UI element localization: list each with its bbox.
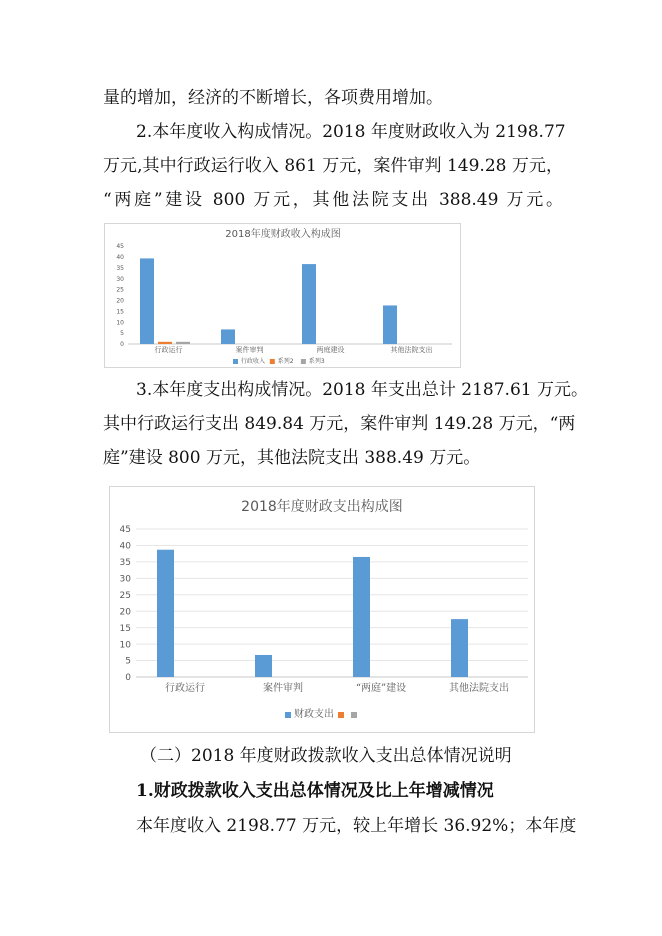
paragraph-line: 庭”建设 800 万元，其他法院支出 388.49 万元。	[103, 448, 481, 468]
x-tick-label: 案件审判	[235, 346, 264, 354]
y-tick-label: 25	[119, 590, 131, 601]
bar-财政支出	[353, 557, 370, 677]
section-heading: （二）2018 年度财政拨款收入支出总体情况说明	[140, 746, 512, 766]
y-tick-label: 35	[116, 264, 124, 272]
chart-title: 2018年度财政支出构成图	[241, 499, 403, 515]
bar-行政收入	[221, 329, 235, 344]
x-tick-label: 案件审判	[263, 683, 303, 694]
legend-swatch	[270, 359, 275, 364]
y-tick-label: 0	[120, 341, 124, 349]
x-tick-label: “两庭”建设	[355, 683, 407, 694]
paragraph-line: 其中行政运行支出 849.84 万元，案件审判 149.28 万元，“两	[103, 414, 576, 434]
paragraph-line: 量的增加，经济的不断增长，各项费用增加。	[103, 88, 443, 108]
bar-财政支出	[157, 550, 174, 677]
paragraph-line: 3.本年度支出构成情况。2018 年支出总计 2187.61 万元。	[136, 380, 588, 400]
bar-行政收入	[383, 305, 397, 344]
bar-系列3	[176, 342, 190, 344]
paragraph-line: “两庭”建设 800 万元，其他法院支出 388.49 万元。	[103, 190, 563, 210]
y-tick-label: 30	[119, 574, 131, 585]
legend-label: 系列2	[277, 358, 294, 365]
y-tick-label: 10	[116, 319, 124, 327]
y-tick-label: 15	[116, 308, 124, 316]
paragraph-line: 2.本年度收入构成情况。2018 年度财政收入为 2198.77	[136, 122, 566, 142]
y-tick-label: 40	[119, 541, 131, 552]
y-tick-label: 5	[125, 656, 131, 667]
paragraph-line: 万元,其中行政运行收入 861 万元，案件审判 149.28 万元，	[103, 156, 563, 176]
y-tick-label: 45	[116, 243, 124, 251]
bar-行政收入	[140, 258, 154, 344]
legend-swatch	[301, 359, 306, 364]
legend-swatch	[351, 712, 357, 718]
y-tick-label: 10	[119, 640, 131, 651]
legend-swatch	[233, 359, 238, 364]
income-chart-svg	[105, 224, 460, 367]
expenditure-chart-svg	[110, 487, 534, 732]
legend-swatch	[338, 712, 344, 718]
bar-系列2	[158, 342, 172, 344]
paragraph-line: 本年度收入 2198.77 万元，较上年增长 36.92%；本年度	[136, 816, 577, 836]
x-tick-label: 行政运行	[154, 346, 183, 354]
legend-label: 行政收入	[241, 358, 266, 365]
x-tick-label: 两庭建设	[316, 346, 345, 354]
x-tick-label: 行政运行	[165, 683, 205, 694]
income-chart	[104, 223, 461, 368]
x-tick-label: 其他法院支出	[449, 683, 509, 694]
y-tick-label: 30	[116, 275, 124, 283]
legend-label: 财政支出	[294, 709, 334, 720]
expenditure-chart	[109, 486, 535, 733]
y-tick-label: 0	[125, 673, 131, 684]
y-tick-label: 20	[119, 607, 131, 618]
bar-财政支出	[451, 619, 468, 677]
y-tick-label: 20	[116, 297, 124, 305]
y-tick-label: 35	[119, 558, 131, 569]
y-tick-label: 45	[119, 525, 131, 536]
legend-label: 系列3	[308, 358, 325, 365]
legend-swatch	[285, 712, 291, 718]
subheading: 1.财政拨款收入支出总体情况及比上年增减情况	[136, 781, 494, 801]
y-tick-label: 15	[119, 623, 131, 634]
bar-行政收入	[302, 264, 316, 344]
chart-title: 2018年度财政收入构成图	[225, 229, 341, 240]
y-tick-label: 40	[116, 253, 124, 261]
y-tick-label: 25	[116, 286, 124, 294]
bar-财政支出	[255, 655, 272, 677]
y-tick-label: 5	[120, 330, 124, 338]
x-tick-label: 其他法院支出	[390, 346, 433, 354]
